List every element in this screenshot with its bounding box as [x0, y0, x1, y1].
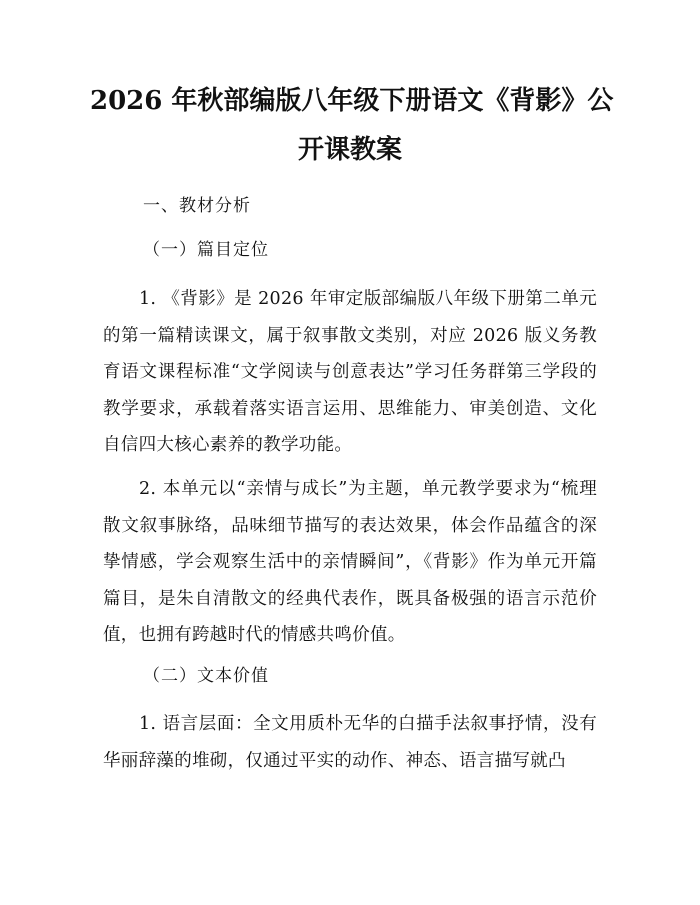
subsection-heading-positioning: （一）篇目定位: [143, 240, 269, 260]
document-title-line-1: 2026 年秋部编版八年级下册语文《背影》公: [90, 86, 614, 116]
paragraph-2: 2. 本单元以“亲情与成长”为主题，单元教学要求为“梳理散文叙事脉络，品味细节描写的表达效果，体会作品蕴含的深挚情感，学会观察生活中的亲情瞬间”，《背影》作为单元开篇篇目，是朱自清散文的经典代表作，既具备极强的语言示范价值，也拥有跨越时代的情感共鸣价值。: [103, 479, 597, 646]
section-heading-textbook-analysis: 一、教材分析: [143, 196, 251, 216]
document-title-line-2: 开课教案: [297, 135, 402, 165]
subsection-heading-text-value: （二）文本价值: [143, 666, 269, 686]
paragraph-1: 1. 《背影》是 2026 年审定版部编版八年级下册第二单元的第一篇精读课文，属于叙事散文类别，对应 2026 版义务教育语文课程标准“文学阅读与创意表达”学习任务群第三学段的教学要求，承载着落实语言运用、思维能力、审美创造、文化自信四大核心素养的教学功能。: [103, 289, 597, 456]
paragraph-3: 1. 语言层面：全文用质朴无华的白描手法叙事抒情，没有华丽辞藻的堆砌，仅通过平实的动作、神态、语言描写就凸: [103, 714, 597, 771]
